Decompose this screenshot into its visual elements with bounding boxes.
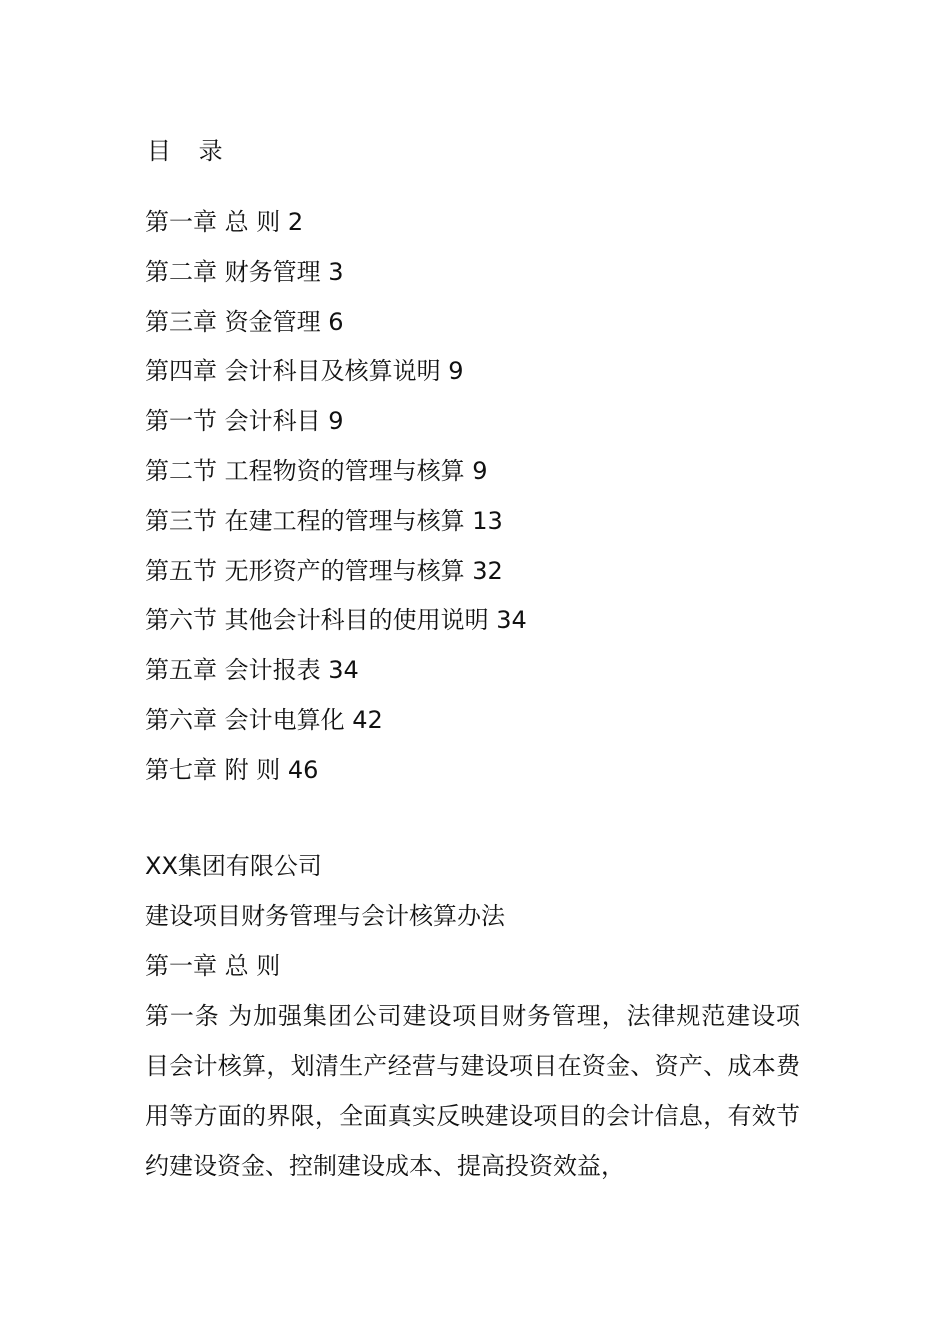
toc-item: 第五章 会计报表 34: [145, 656, 359, 685]
company-name: XX集团有限公司: [145, 852, 322, 880]
document-body: [145, 848, 805, 1191]
chapter-heading: 第一章 总 则: [145, 952, 281, 980]
toc-item: 第三章 资金管理 6: [145, 307, 344, 336]
toc-item: 第二节 工程物资的管理与核算 9: [145, 456, 488, 485]
toc-item: 第七章 附 则 46: [145, 755, 319, 784]
toc-item: 第三节 在建工程的管理与核算 13: [145, 506, 503, 535]
toc-item: 第五节 无形资产的管理与核算 32: [145, 556, 503, 585]
toc-item: 第二章 财务管理 3: [145, 257, 344, 286]
toc-item: 第一节 会计科目 9: [145, 407, 344, 436]
toc-item: 第一章 总 则 2: [145, 208, 304, 236]
toc-item: 第六章 会计电算化 42: [145, 705, 383, 734]
toc-item: 第六节 其他会计科目的使用说明 34: [145, 606, 527, 635]
document-title: 建设项目财务管理与会计核算办法: [145, 902, 505, 930]
article-paragraph: 第一条 为加强集团公司建设项目财务管理，法律规范建设项目会计核算，划清生产经营与建设项目在资金、资产、成本费用等方面的界限，全面真实反映建设项目的会计信息，有效节约建设资金、控制建设成本、提高投资效益，: [145, 1002, 800, 1180]
toc-title: 目 录: [147, 137, 233, 165]
table-of-contents: [145, 204, 527, 802]
toc-item: 第四章 会计科目及核算说明 9: [145, 357, 464, 386]
